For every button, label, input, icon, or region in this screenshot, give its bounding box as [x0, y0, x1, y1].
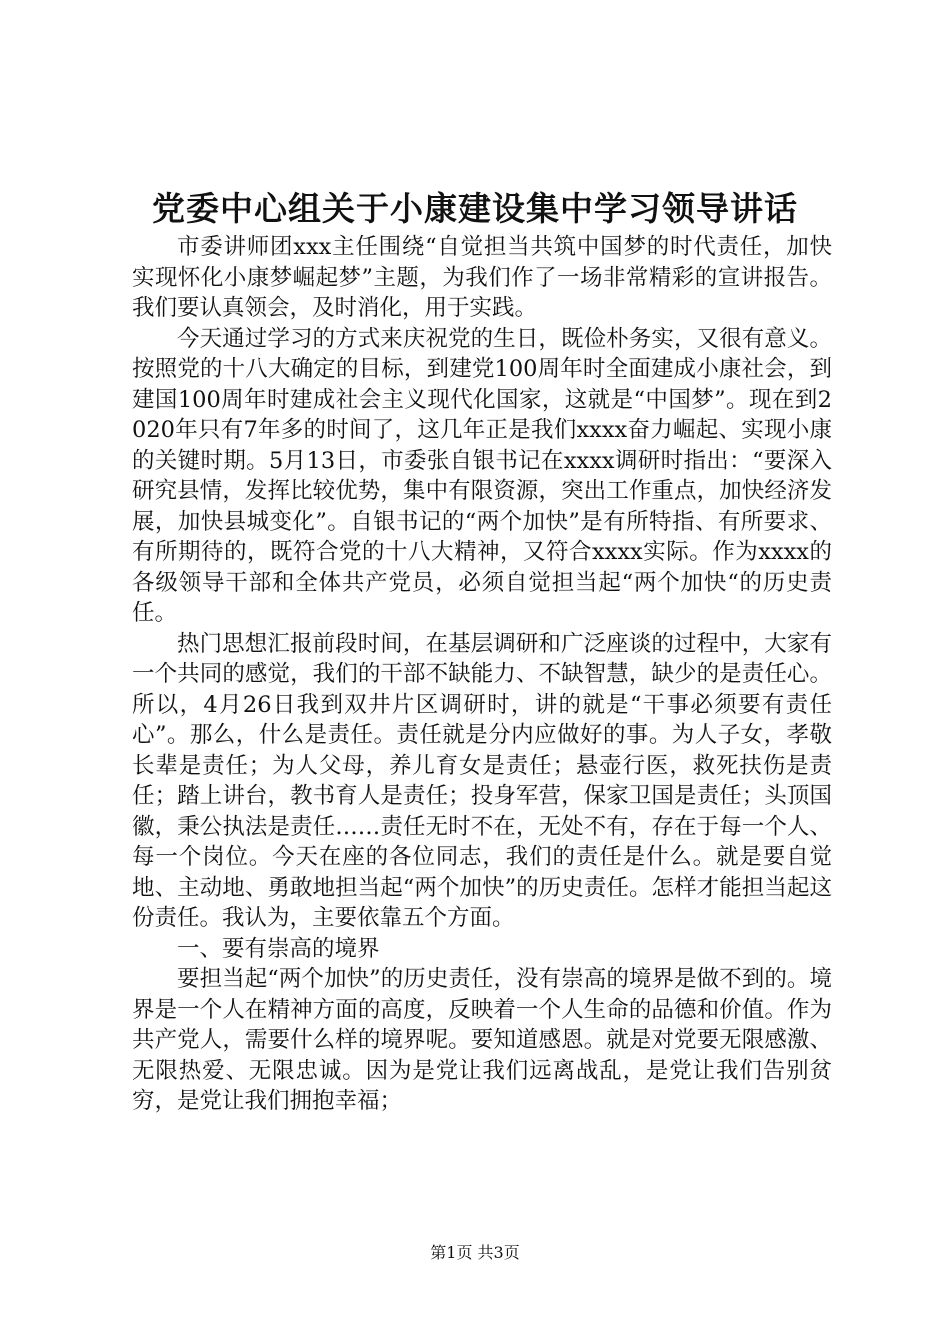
paragraph-1: 市委讲师团xxx主任围绕“自觉担当共筑中国梦的时代责任，加快实现怀化小康梦崛起梦”主题，为我们作了一场非常精彩的宣讲报告。我们要认真领会，及时消化，用于实践。	[132, 234, 832, 321]
document-body	[132, 232, 832, 1117]
section-heading: 一、要有崇高的境界	[177, 935, 380, 962]
document-title: 党委中心组关于小康建设集中学习领导讲话	[152, 189, 798, 228]
paragraph-2: 今天通过学习的方式来庆祝党的生日，既俭朴务实，又很有意义。按照党的十八大确定的目标，到建党100周年时全面建成小康社会，到建国100周年时建成社会主义现代化国家，这就是“中国梦”。现在到2020年只有7年多的时间了，这几年正是我们xxxx奋力崛起、实现小康的关键时期。5月13日，市委张自银书记在xxxx调研时指出：“要深入研究县情，发挥比较优势，集中有限资源，突出工作重点，加快经济发展，加快县城变化”。自银书记的“两个加快”是有所特指、有所要求、有所期待的，既符合党的十八大精神，又符合xxxx实际。作为xxxx的各级领导干部和全体共产党员，必须自觉担当起“两个加快“的历史责任。	[132, 325, 832, 626]
paragraph-3: 热门思想汇报前段时间，在基层调研和广泛座谈的过程中，大家有一个共同的感觉，我们的干部不缺能力、不缺智慧，缺少的是责任心。所以，4月26日我到双井片区调研时，讲的就是“干事必须要有责任心”。那么，什么是责任。责任就是分内应做好的事。为人子女，孝敬长辈是责任；为人父母，养儿育女是责任；悬壶行医，救死扶伤是责任；踏上讲台，教书育人是责任；投身军营，保家卫国是责任；头顶国徽，秉公执法是责任……责任无时不在，无处不有，存在于每一个人、每一个岗位。今天在座的各位同志，我们的责任是什么。就是要自觉地、主动地、勇敢地担当起“两个加快”的历史责任。怎样才能担当起这份责任。我认为，主要依靠五个方面。	[132, 630, 832, 931]
section-paragraph: 要担当起“两个加快”的历史责任，没有崇高的境界是做不到的。境界是一个人在精神方面的高度，反映着一个人生命的品德和价值。作为共产党人，需要什么样的境界呢。要知道感恩。就是对党要无限感激、无限热爱、无限忠诚。因为是党让我们远离战乱，是党让我们告别贫穷，是党让我们拥抱幸福；	[132, 966, 832, 1114]
page-footer: 第1页 共3页	[430, 1243, 520, 1262]
